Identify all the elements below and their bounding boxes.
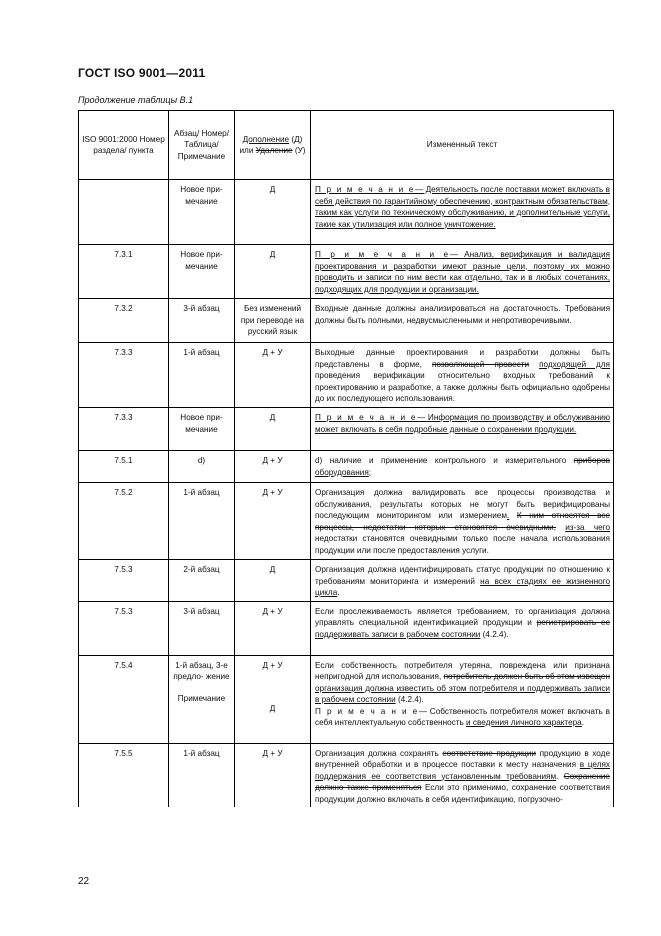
deleted-text: потребитель должен быть об этом извещен — [443, 672, 610, 681]
text-cell — [311, 180, 614, 245]
plain-text: . — [337, 588, 340, 597]
table-row — [79, 180, 614, 245]
header-paragraph: Абзац/ Номер/ Таблица/ Примечание — [169, 111, 235, 180]
change-cell: Д + У — [235, 343, 311, 408]
added-text: оборудования — [315, 467, 369, 477]
header-add-label: Дополнение — [242, 134, 290, 144]
change-label: Д + У — [262, 660, 283, 670]
change-cell: Д + У — [235, 601, 311, 655]
text-paragraph — [315, 660, 610, 706]
paragraph-cell: 1-й абзац — [169, 483, 235, 560]
text-cell — [311, 483, 614, 560]
section-cell: 7.5.3 — [79, 560, 169, 602]
paragraph-cell: Новое при- мечание — [169, 408, 235, 451]
added-text: — Информация по производству и обслуживанию может включать в себя подробные данные о сохранении продукции. — [315, 413, 610, 434]
added-text: — Деятельность после поставки может включать в себя действия по гарантийному обеспечению, контрактным обязательствам, таким как услуги по техническому обслуживанию, и дополнительные услуги, такие как утилизация или полное уничтожение. — [315, 185, 610, 229]
section-cell: 7.5.2 — [79, 483, 169, 560]
plain-text: Организация должна сохранять — [315, 748, 439, 758]
paragraph-cell: 1-й абзац — [169, 743, 235, 807]
deleted-text: позволяющей провести — [431, 359, 530, 369]
change-cell: Д — [235, 408, 311, 451]
text-note — [315, 706, 610, 729]
paragraph-cell: 3-й абзац — [169, 601, 235, 655]
text-cell — [311, 408, 614, 451]
paragraph-cell: d) — [169, 451, 235, 483]
plain-text: — Собственность потребителя может включать в себя интеллектуальную собственность — [315, 706, 610, 727]
change-cell: Д — [235, 560, 311, 602]
header-section: ISO 9001:2000 Номер раздела/ пункта — [79, 111, 169, 180]
text-cell — [311, 245, 614, 299]
section-cell: 7.3.3 — [79, 343, 169, 408]
deleted-text: приборов — [573, 456, 610, 465]
text-cell — [311, 451, 614, 483]
added-text: на всех стадиях ее жизненного цикла — [315, 576, 611, 597]
plain-text: Организация должна валидировать все процессы производства и обслуживания, результаты которых не могут быть верифицированы последующим мониторингом или измерением — [315, 488, 610, 520]
document-title: ГОСТ ISO 9001—2011 — [78, 66, 206, 80]
note-label: П р и м е ч а н и е — [315, 413, 418, 422]
table-row — [79, 601, 614, 655]
header-change-type — [235, 111, 311, 180]
change-cell: Д + У — [235, 451, 311, 483]
paragraph-cell: Новое при- мечание — [169, 180, 235, 245]
plain-text: продукцию в ходе внутренней обработки и в процессе поставки к месту назначения — [315, 748, 611, 769]
change-cell: Без изменений при переводе на русский язык — [235, 299, 311, 343]
deleted-text: регистрировать ее — [536, 618, 610, 627]
paragraph-cell: Новое при- мечание — [169, 245, 235, 299]
paragraph-cell: 2-й абзац — [169, 560, 235, 602]
plain-text: проведения верификации относительно входных требований к проектированию и разработке, а также должны быть официально одобрены до их последующего использования. — [315, 371, 610, 403]
added-text: и сведения личного характера — [466, 718, 582, 727]
paragraph-cell: 1-й абзац — [169, 343, 235, 408]
header-del-label: Удаление — [255, 146, 293, 155]
added-text: из-за чего — [565, 522, 610, 532]
table-row — [79, 655, 614, 743]
plain-text: Если прослеживаемость является требованием, то организация должна управлять специальной идентификацией продукции и — [315, 606, 610, 627]
note-label: П р и м е ч а н и е — [315, 706, 419, 716]
plain-text: Выходные данные проектирования и разработки должны быть представлены в форме, — [315, 348, 610, 369]
deleted-text: соответствие продукции — [442, 748, 537, 758]
plain-text: (4.2.4). — [397, 695, 424, 704]
added-text: — Анализ, верификация и валидация проектирования и разработки имеют разные цели, поэтому их можно проводить и записи по ним вести как отдельно, так и в любых сочетаниях, подходящих для продукции и организации. — [315, 250, 610, 294]
section-cell: 7.3.2 — [79, 299, 169, 343]
section-cell: 7.5.5 — [79, 743, 169, 807]
header-del-letter: (У) — [294, 146, 306, 155]
plain-text: . — [556, 771, 559, 781]
added-text: поддерживать записи в рабочем состоянии — [315, 629, 481, 639]
plain-text: Если собственность потребителя утеряна, повреждена или признана непригодной для использования, — [315, 660, 610, 681]
table-row — [79, 743, 614, 807]
section-cell: 7.5.3 — [79, 601, 169, 655]
note-label: П р и м е ч а н и е — [315, 250, 450, 259]
header-or: или — [239, 146, 254, 155]
page-number: 22 — [78, 876, 90, 887]
paragraph-cell — [169, 655, 235, 743]
table-row — [79, 560, 614, 602]
paragraph-cell: 3-й абзац — [169, 299, 235, 343]
text-cell — [311, 343, 614, 408]
deleted-text: Сохранение должно также применяться — [315, 771, 610, 792]
section-cell: 7.3.3 — [79, 408, 169, 451]
text-cell — [311, 560, 614, 602]
table-header-row — [79, 111, 614, 180]
change-cell: Д + У — [235, 483, 311, 560]
table-row — [79, 343, 614, 408]
section-cell: 7.5.4 — [79, 655, 169, 743]
table-row — [79, 408, 614, 451]
table-row — [79, 245, 614, 299]
table-row — [79, 299, 614, 343]
change-cell — [235, 655, 311, 743]
plain-text: Если это применимо, сохранение соответствия продукции должно включать в себя идентификацию, погрузочно- — [315, 783, 610, 804]
text-cell — [311, 743, 614, 807]
section-cell — [79, 180, 169, 245]
changes-table — [78, 110, 614, 807]
table-row — [79, 451, 614, 483]
table-row — [79, 483, 614, 560]
change-cell: Д + У — [235, 743, 311, 807]
change-cell: Д — [235, 180, 311, 245]
plain-text: (4.2.4). — [482, 629, 509, 639]
header-add-letter: (Д) — [291, 134, 303, 144]
added-text: в целях поддержания ее соответствия установленным требованиям — [315, 760, 611, 781]
deleted-text: К ним относятся все процессы, недостатки которых становятся очевидными, — [315, 511, 611, 532]
paragraph-label-note: Примечание — [177, 693, 226, 703]
change-label-note: Д — [269, 704, 276, 713]
plain-text: . — [581, 718, 585, 727]
text-cell — [311, 655, 614, 743]
table-caption: Продолжение таблицы В.1 — [78, 95, 194, 105]
header-changed-text: Измененный текст — [311, 111, 614, 180]
section-cell: 7.5.1 — [79, 451, 169, 483]
plain-text: d) наличие и применение контрольного и измерительного — [315, 456, 567, 465]
plain-text: ; — [368, 467, 372, 477]
added-text: организация должна известить об этом потребителя и поддерживать записи в рабочем состоянии — [315, 683, 610, 704]
section-cell: 7.3.1 — [79, 245, 169, 299]
paragraph-label: 1-й абзац, 3-е предло- жение — [173, 660, 230, 681]
added-text: подходящей для — [539, 359, 610, 369]
text-cell: Входные данные должны анализироваться на достаточность. Требования должны быть полными, недвусмысленными и непротиворечивыми. — [311, 299, 614, 343]
added-text: . — [506, 511, 510, 520]
plain-text: недостатки становятся очевидными только после начала использования продукции или после предоставления услуги. — [315, 534, 610, 555]
note-label: П р и м е ч а н и е — [315, 185, 415, 194]
change-cell: Д — [235, 245, 311, 299]
plain-text: Организация должна идентифицировать статус продукции по отношению к требованиям мониторинга и измерений — [315, 565, 610, 586]
text-cell — [311, 601, 614, 655]
